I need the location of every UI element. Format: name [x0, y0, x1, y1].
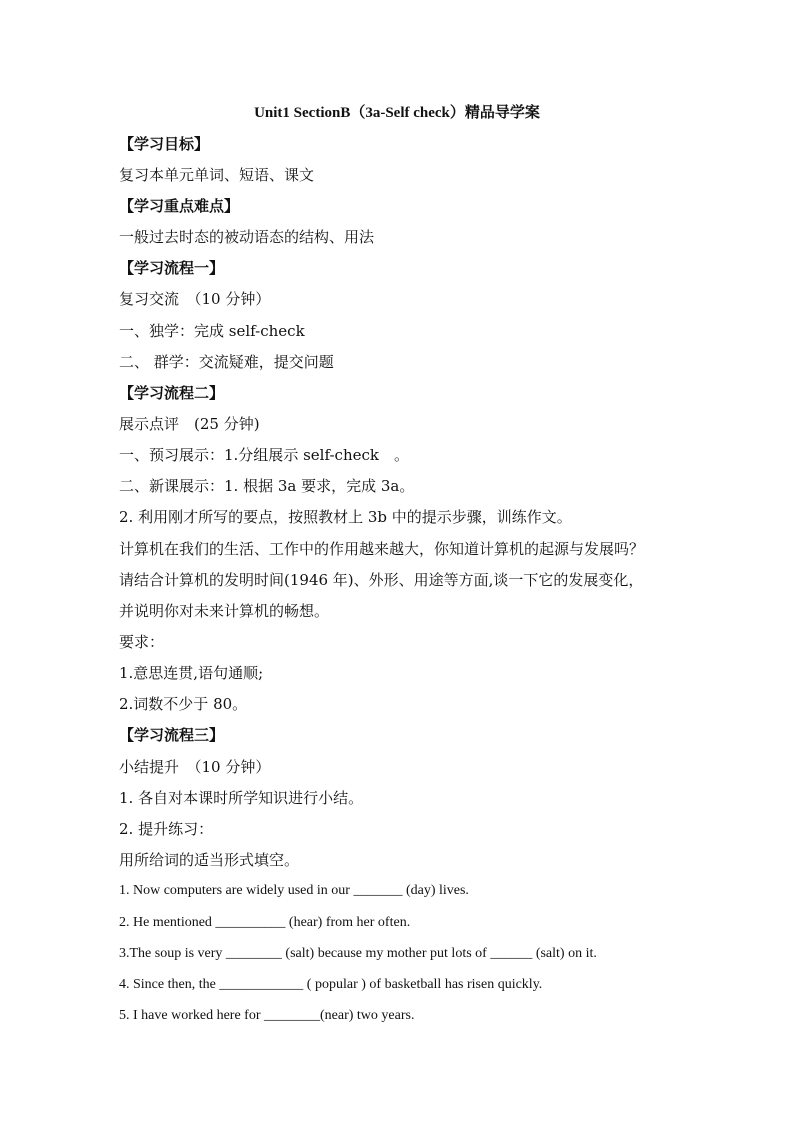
- exercise-item-4: 4. Since then, the ____________ ( popular ) of basketball has risen quickly.: [119, 977, 543, 992]
- objectives-text: 复习本单元单词、短语、课文: [119, 166, 315, 184]
- essay-prompt-line-1: 计算机在我们的生活、工作中的作用越来越大，你知道计算机的起源与发展吗？: [119, 540, 645, 558]
- exercise-instruction: 用所给词的适当形式填空。: [119, 851, 300, 869]
- section-heading-process-2: 【学习流程二】: [119, 384, 225, 402]
- essay-prompt-line-3: 并说明你对未来计算机的畅想。: [119, 602, 330, 620]
- process-1-step-2: 二、 群学：交流疑难，提交问题: [119, 353, 334, 371]
- process-3-step-1: 1. 各自对本课时所学知识进行小结。: [119, 789, 364, 807]
- section-heading-objectives: 【学习目标】: [119, 135, 210, 153]
- section-heading-process-3: 【学习流程三】: [119, 726, 225, 744]
- document-title: Unit1 SectionB（3a-Self check）精品导学案: [254, 105, 540, 121]
- process-1-intro: 复习交流 （10 分钟）: [119, 290, 271, 308]
- process-2-step-2: 二、新课展示：1. 根据 3a 要求，完成 3a。: [119, 477, 415, 495]
- requirement-1: 1.意思连贯,语句通顺;: [119, 664, 264, 682]
- process-3-step-2: 2. 提升练习：: [119, 820, 214, 838]
- exercise-item-2: 2. He mentioned __________ (hear) from her often.: [119, 915, 411, 930]
- exercise-item-5: 5. I have worked here for ________(near) two years.: [119, 1008, 415, 1023]
- essay-prompt-line-2: 请结合计算机的发明时间(1946 年)、外形、用途等方面,谈一下它的发展变化，: [119, 571, 644, 589]
- process-2-intro: 展示点评 (25 分钟): [119, 415, 260, 433]
- process-2-step-1: 一、预习展示：1.分组展示 self-check 。: [119, 446, 409, 464]
- section-heading-key-points: 【学习重点难点】: [119, 197, 240, 215]
- key-points-text: 一般过去时态的被动语态的结构、用法: [119, 228, 375, 246]
- section-heading-process-1: 【学习流程一】: [119, 259, 225, 277]
- exercise-item-1: 1. Now computers are widely used in our _______ (day) lives.: [119, 883, 469, 898]
- process-1-step-1: 一、独学：完成 self-check: [119, 322, 305, 340]
- process-2-step-3: 2. 利用刚才所写的要点，按照教材上 3b 中的提示步骤，训练作文。: [119, 508, 572, 526]
- requirements-label: 要求：: [119, 633, 165, 651]
- process-3-intro: 小结提升 （10 分钟）: [119, 758, 271, 776]
- requirement-2: 2.词数不少于 80。: [119, 695, 248, 713]
- exercise-item-3: 3.The soup is very ________ (salt) because my mother put lots of ______ (salt) on it.: [119, 946, 597, 961]
